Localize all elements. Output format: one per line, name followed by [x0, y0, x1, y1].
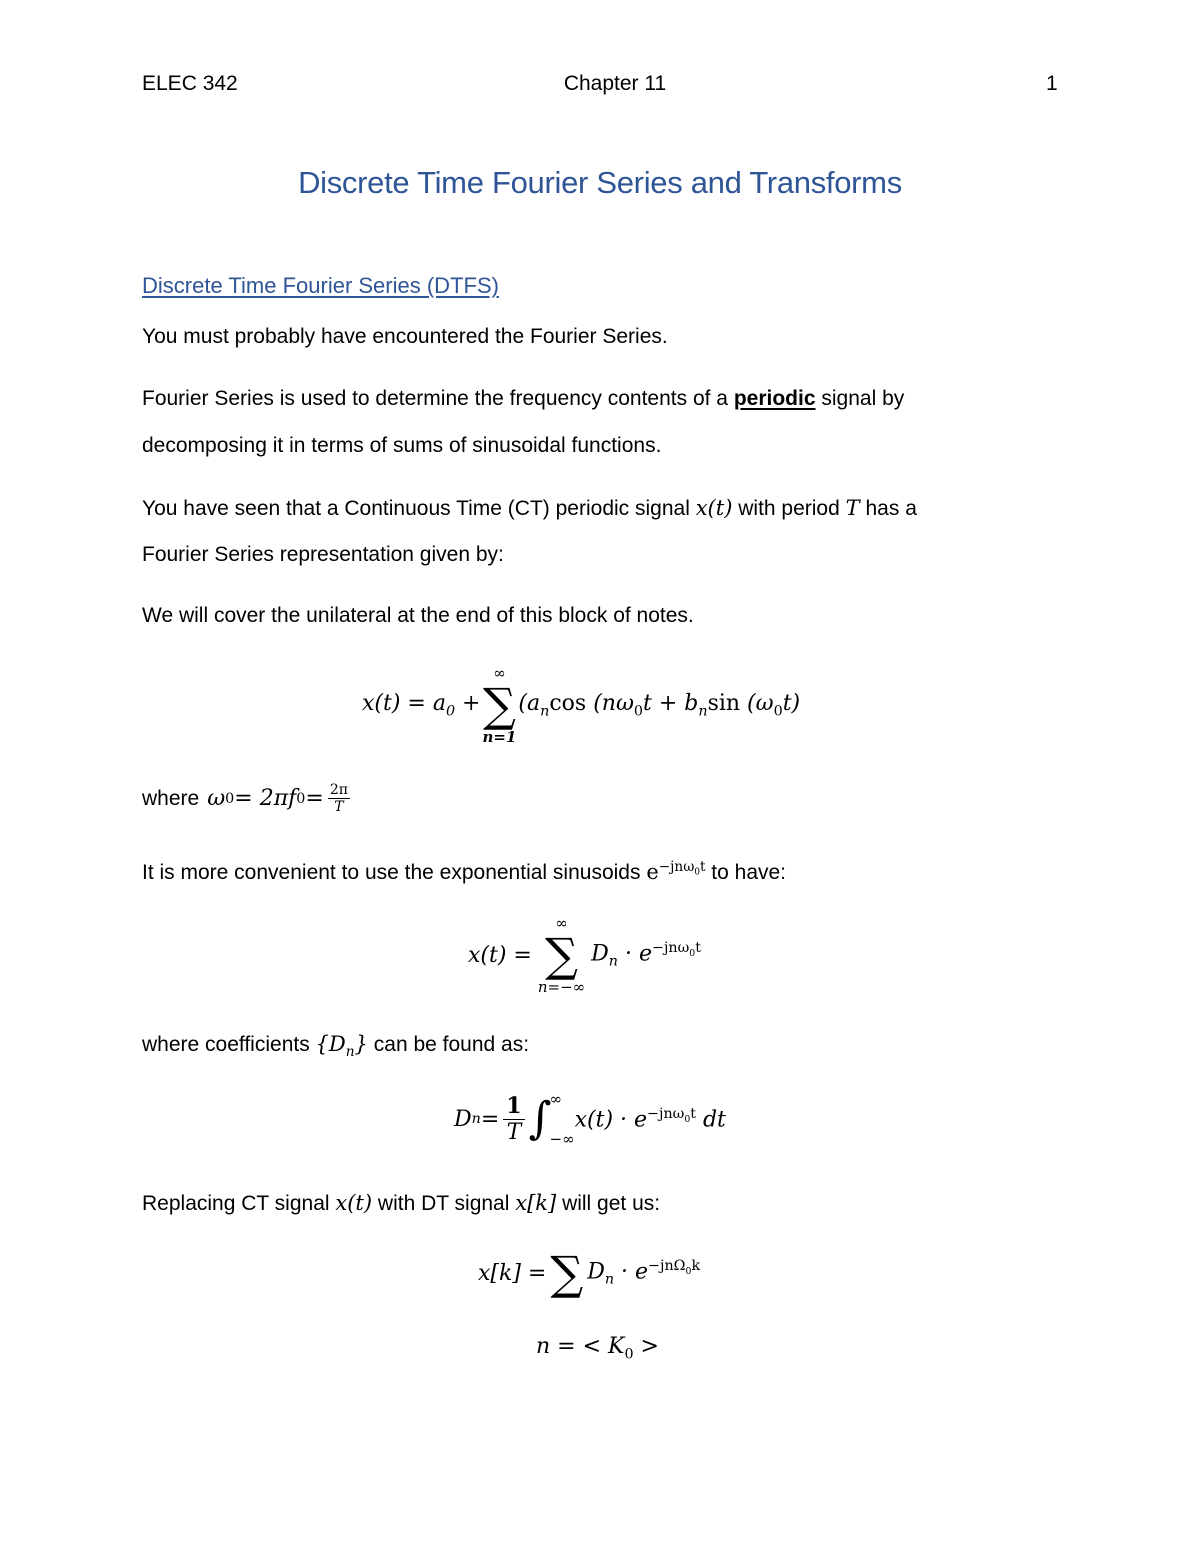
text: Fourier Series is used to determine the frequency contents of a — [142, 387, 728, 410]
integral-upper-limit: ∞ — [549, 1090, 563, 1108]
eq-sub: n — [698, 703, 708, 720]
section-heading: Discrete Time Fourier Series (DTFS) — [142, 273, 499, 298]
text: to have: — [711, 861, 787, 884]
set-sub: n — [345, 1044, 355, 1061]
math-x-of-t: x(t) — [335, 1191, 373, 1215]
eq-sub: n — [540, 703, 550, 720]
eq-sub: n — [604, 1271, 615, 1288]
math-x-of-t: x(t) — [695, 496, 733, 520]
eq-differential: dt — [695, 1107, 726, 1133]
sum-lower-limit: n=−∞ — [537, 978, 586, 996]
math-coefficients-set — [315, 1032, 368, 1061]
sum-lower-limit: n=1 — [482, 728, 517, 746]
paragraph-coefficients — [142, 1030, 529, 1066]
eq-term: t + b — [643, 690, 699, 716]
paragraph-ct-signal-line2: Fourier Series representation given by: — [142, 543, 504, 566]
eq-term: · e — [618, 941, 652, 967]
paragraph-fourier-definition-line2: decomposing it in terms of sums of sinusoidal functions. — [142, 434, 662, 457]
summation-symbol: ∑ — [545, 928, 578, 982]
eq-sub: 0 — [225, 790, 235, 807]
paragraph-fourier-definition-line1 — [142, 385, 904, 413]
document-title: Discrete Time Fourier Series and Transforms — [298, 165, 902, 200]
eq-plus: + — [455, 690, 481, 716]
text-where: where — [142, 786, 200, 810]
paragraph-unilateral-note: We will cover the unilateral at the end of this block of notes. — [142, 604, 694, 627]
equation-summation-range — [536, 1334, 659, 1362]
eq-lhs: x[k] = — [478, 1260, 547, 1286]
eq-term: · e — [614, 1259, 649, 1285]
cos-function: cos — [549, 690, 587, 716]
set-close: } — [354, 1032, 368, 1056]
paragraph-intro: You must probably have encountered the Fourier Series. — [142, 325, 668, 348]
fraction-denominator: T — [334, 799, 344, 815]
eq-sub: 0 — [624, 1346, 634, 1363]
exp-power: −jnΩ — [648, 1258, 686, 1275]
coefficient-D: D — [454, 1106, 472, 1132]
paragraph-exponential-sinusoids — [142, 853, 786, 887]
text: It is more convenient to use the exponential sinusoids — [142, 861, 641, 884]
eq-sub: 0 — [633, 703, 643, 720]
math-x-of-k: x[k] — [515, 1191, 557, 1215]
paragraph-dt-replacement — [142, 1189, 660, 1218]
integral-lower-limit: −∞ — [549, 1130, 575, 1148]
eq-sub: 0 — [773, 703, 783, 720]
fraction-numerator: 2π — [329, 782, 348, 798]
eq-equals: = — [305, 785, 324, 811]
eq-range: n = < K — [536, 1334, 625, 1359]
text: signal by — [821, 387, 905, 410]
exp-power-t: t — [699, 859, 706, 875]
sum-upper-limit: ∞ — [555, 914, 568, 932]
eq-lhs: x(t) = — [468, 942, 532, 968]
eq-term: = 2πf — [234, 785, 297, 811]
exp-power-t: t — [690, 1105, 696, 1122]
exp-power-sub: 0 — [694, 867, 700, 878]
exp-power-sub: 0 — [689, 948, 696, 959]
paragraph-ct-signal-line1 — [142, 494, 917, 523]
omega-symbol: ω — [207, 785, 226, 811]
sum-upper-limit: ∞ — [493, 664, 506, 682]
exp-power: −jnω — [658, 859, 695, 875]
eq-term: (nω — [586, 690, 634, 716]
header-chapter: Chapter 11 — [563, 72, 667, 95]
eq-term: (a — [518, 690, 541, 716]
text: has a — [865, 497, 917, 520]
exp-power-sub: 0 — [684, 1113, 691, 1125]
summation-symbol: ∑ — [483, 678, 516, 732]
text: with period — [738, 497, 840, 520]
eq-term: t) — [782, 690, 801, 716]
fraction-denominator: T — [506, 1119, 522, 1145]
equation-trig-fourier-series — [362, 664, 800, 746]
equation-exponential-fourier-series — [468, 914, 701, 996]
summation-symbol: ∑ — [550, 1246, 584, 1300]
fraction-numerator: 1 — [503, 1093, 524, 1120]
text: You have seen that a Continuous Time (CT) periodic signal — [142, 497, 690, 520]
exp-power-sub: 0 — [685, 1266, 692, 1277]
set-open: {D — [315, 1032, 346, 1056]
math-exponential — [646, 860, 705, 884]
emphasis-periodic: periodic — [733, 387, 816, 410]
coefficient-D: D — [587, 1259, 605, 1285]
sin-function: sin — [707, 690, 741, 716]
exp-power: −jnω — [647, 1105, 685, 1122]
exp-power-k: k — [691, 1258, 701, 1275]
math-period-T: T — [845, 496, 860, 520]
eq-term: (ω — [740, 690, 774, 716]
integral-symbol: ∫ — [528, 1093, 552, 1144]
eq-sub: n — [608, 953, 618, 970]
text: where coefficients — [142, 1033, 310, 1056]
eq-lhs: x(t) = a — [362, 690, 446, 716]
exp-base: e — [646, 860, 659, 884]
text: can be found as: — [373, 1033, 530, 1056]
eq-sub: n — [471, 1111, 481, 1127]
equation-dtfs — [478, 1246, 701, 1300]
header-course: ELEC 342 — [142, 72, 238, 95]
eq-sub: 0 — [445, 703, 456, 720]
coefficient-D: D — [591, 941, 609, 967]
exp-power: −jnω — [652, 940, 690, 957]
equation-coefficient-integral — [454, 1090, 726, 1148]
text: Replacing CT signal — [142, 1192, 330, 1215]
paragraph-omega-definition — [142, 782, 350, 815]
exp-power-t: t — [695, 940, 701, 957]
text: with DT signal — [377, 1192, 510, 1215]
text: will get us: — [562, 1192, 661, 1215]
eq-equals: = — [480, 1106, 500, 1132]
header-page-number: 1 — [1046, 72, 1058, 95]
eq-range-close: > — [633, 1334, 659, 1359]
eq-term: x(t) · e — [574, 1107, 648, 1133]
eq-sub: 0 — [296, 790, 306, 807]
